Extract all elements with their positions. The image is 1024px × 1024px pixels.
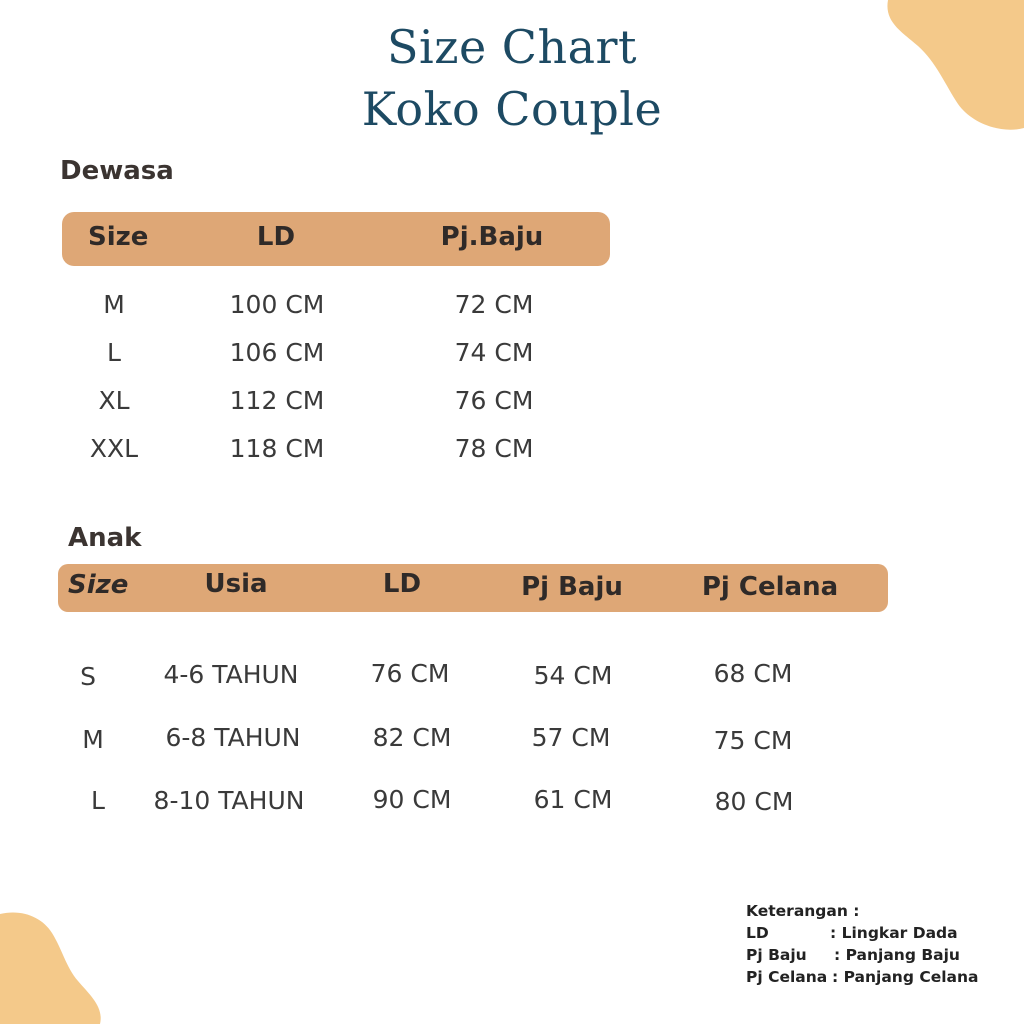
- anak-cell-size: S: [80, 662, 96, 691]
- dewasa-cell-size: XL: [98, 386, 130, 415]
- legend-item: [746, 922, 958, 944]
- legend-term: LD: [746, 924, 769, 942]
- dewasa-cell-pj-baju: 78 CM: [454, 434, 534, 463]
- anak-cell-pj-baju: 54 CM: [533, 661, 613, 690]
- anak-header-ld: LD: [382, 569, 422, 599]
- anak-cell-ld: 90 CM: [372, 785, 452, 814]
- legend-title: Keterangan :: [746, 902, 860, 920]
- legend-definition: : Panjang Baju: [834, 946, 960, 964]
- legend-item: [746, 966, 979, 988]
- anak-cell-ld: 76 CM: [370, 659, 450, 688]
- anak-cell-usia: 8-10 TAHUN: [153, 786, 305, 815]
- dewasa-cell-ld: 112 CM: [229, 386, 325, 415]
- legend-item: [746, 944, 960, 966]
- dewasa-header-ld: LD: [256, 222, 296, 252]
- anak-cell-pj-celana: 80 CM: [714, 787, 794, 816]
- dewasa-cell-ld: 106 CM: [229, 338, 325, 367]
- page-subtitle: Koko Couple: [361, 82, 663, 136]
- legend-keterangan: [746, 900, 979, 988]
- anak-cell-size: M: [82, 725, 104, 754]
- dewasa-header-pj-baju: Pj.Baju: [440, 222, 544, 252]
- corner-blob-bottom-left: [0, 909, 110, 1024]
- anak-cell-usia: 6-8 TAHUN: [165, 723, 301, 752]
- anak-header-pj-celana: Pj Celana: [701, 572, 839, 602]
- dewasa-cell-ld: 118 CM: [229, 434, 325, 463]
- anak-cell-pj-celana: 68 CM: [713, 659, 793, 688]
- dewasa-cell-ld: 100 CM: [229, 290, 325, 319]
- anak-header-size: Size: [68, 570, 129, 600]
- legend-definition: : Lingkar Dada: [830, 924, 958, 942]
- anak-header-usia: Usia: [204, 569, 268, 599]
- anak-header-pj-baju: Pj Baju: [521, 572, 623, 602]
- anak-cell-size: L: [91, 786, 105, 815]
- anak-cell-usia: 4-6 TAHUN: [163, 660, 299, 689]
- page-title: Size Chart: [386, 20, 638, 74]
- dewasa-cell-pj-baju: 76 CM: [454, 386, 534, 415]
- dewasa-cell-size: XXL: [89, 434, 139, 463]
- anak-cell-ld: 82 CM: [372, 723, 452, 752]
- dewasa-cell-pj-baju: 72 CM: [454, 290, 534, 319]
- section-label-dewasa: Dewasa: [60, 156, 174, 186]
- legend-term: Pj Celana: [746, 968, 828, 986]
- anak-cell-pj-baju: 61 CM: [533, 785, 613, 814]
- dewasa-header-size: Size: [88, 222, 149, 252]
- legend-term: Pj Baju: [746, 946, 807, 964]
- legend-definition: : Panjang Celana: [832, 968, 979, 986]
- anak-cell-pj-celana: 75 CM: [713, 726, 793, 755]
- dewasa-cell-pj-baju: 74 CM: [454, 338, 534, 367]
- dewasa-cell-size: M: [103, 290, 125, 319]
- section-label-anak: Anak: [68, 523, 142, 553]
- anak-cell-pj-baju: 57 CM: [531, 723, 611, 752]
- dewasa-cell-size: L: [107, 338, 121, 367]
